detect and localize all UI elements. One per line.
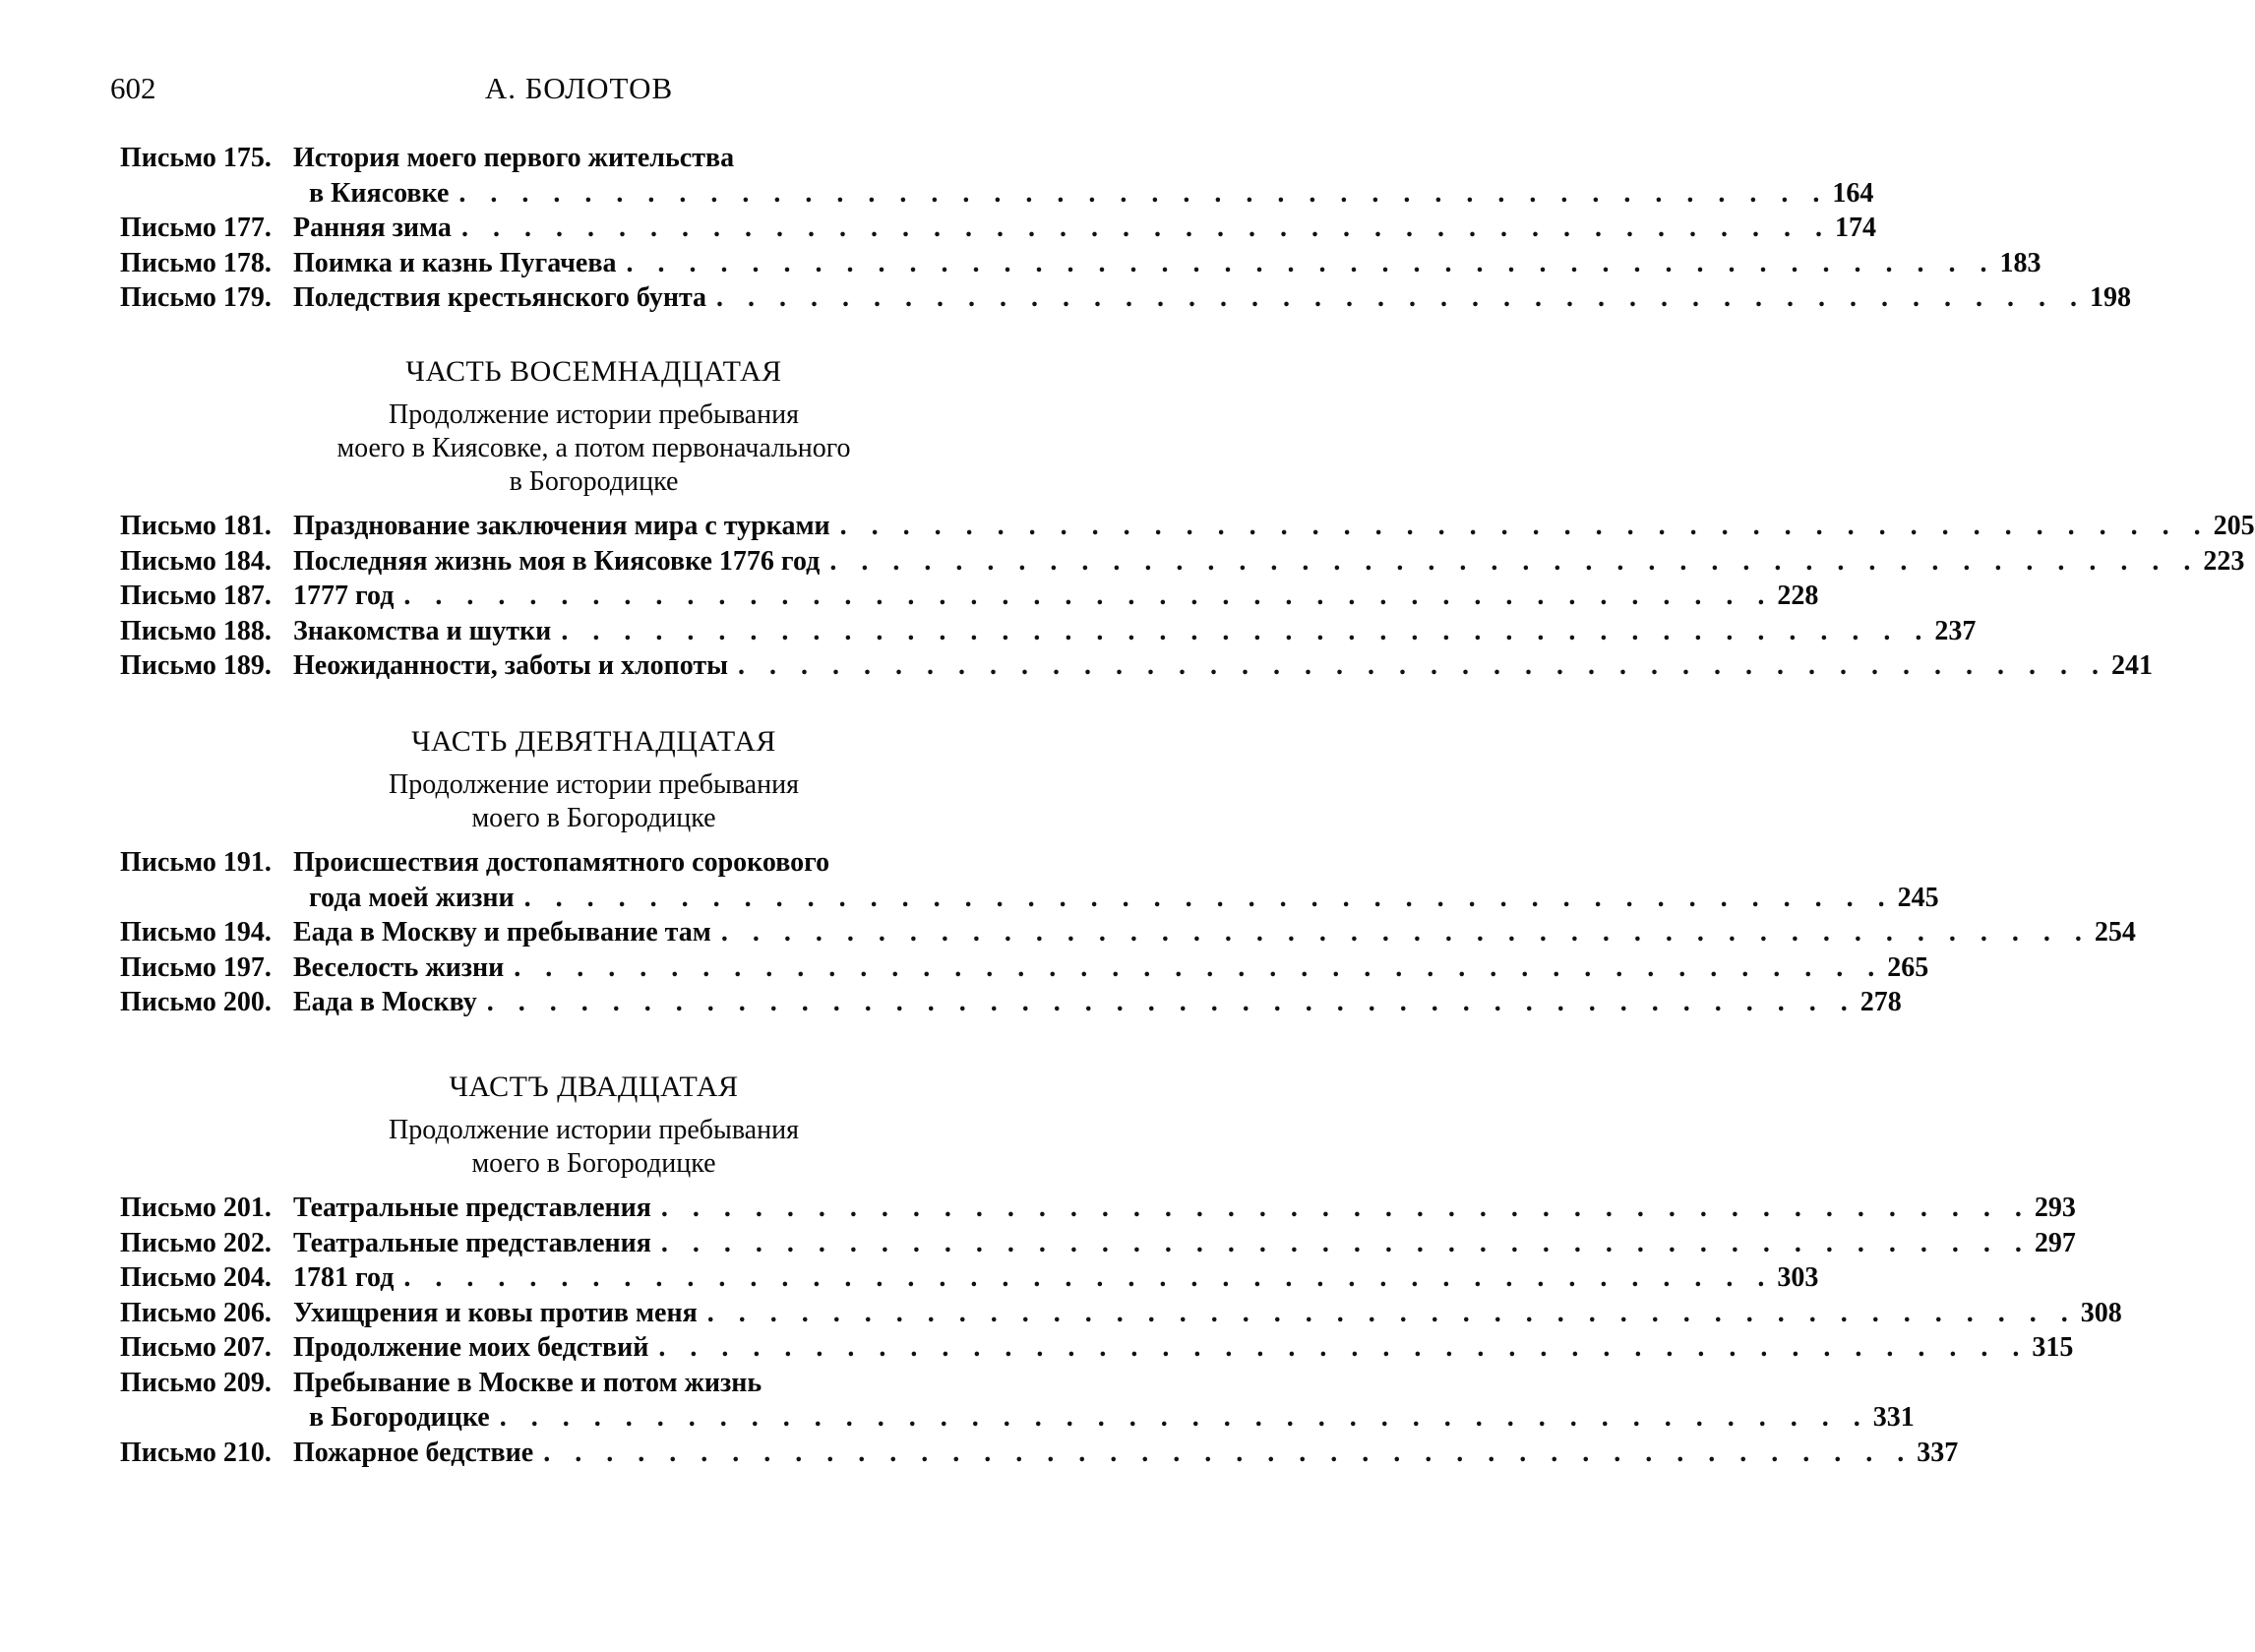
leader-dots: . . . . . . . . . . . . . . . . . . . . . . . . . . . . . . . . . . . . . . . . . . . . [561,615,1931,646]
page-header [110,71,1048,110]
toc-entry [120,1436,1959,1471]
toc-entry-line [120,1226,2076,1261]
letter-label: Письмо 184. [120,545,272,577]
letter-label: Письмо 178. [120,247,272,278]
letter-label: Письмо 191. [120,847,272,878]
page-ref: 254 [2094,917,2136,948]
entry-title: года моей жизни [309,882,515,913]
leader-dots: . . . . . . . . . . . . . . . . . . . . . . . . . . . . . . . . . . . . . . . . . . . . [543,1437,1914,1468]
page-ref: 245 [1897,882,1939,913]
letter-label: Письмо 202. [120,1227,272,1258]
entry-title: 1781 год [293,1262,395,1293]
letter-label: Письмо 187. [120,581,272,611]
page-ref: 174 [1834,213,1876,243]
toc-entry-line [120,176,1874,212]
toc-entry [120,1226,2076,1261]
toc-entry [120,544,2245,580]
page-ref: 237 [1934,615,1977,646]
subtitle-line: моего в Киясовке, а потом первоначального [336,433,851,463]
letter-label: Письмо 200. [120,987,272,1017]
page-ref: 278 [1859,987,1902,1017]
entry-title: Поимка и казнь Пугачева [293,247,617,278]
leader-dots: . . . . . . . . . . . . . . . . . . . . . . . . . . . . . . . . . . . . . . . . . . . . [514,951,1884,983]
letter-label: Письмо 189. [120,650,272,681]
page-ref: 315 [2032,1332,2074,1363]
page-ref: 303 [1777,1262,1819,1293]
toc-entry-line [120,579,1819,614]
letter-label: Письмо 206. [120,1297,272,1328]
entry-title: Пожарное бедствие [293,1437,534,1468]
entry-title: Поледствия крестьянского бунта [293,282,707,313]
entry-title: Последняя жизнь моя в Киясовке 1776 год [293,545,821,577]
page-ref: 164 [1832,177,1874,209]
entry-title: в Богородицке [309,1402,490,1433]
part-subtitle [120,768,1048,835]
part-title: ЧАСТЬ ВОСЕМНАДЦАТАЯ [405,355,782,388]
leader-dots: . . . . . . . . . . . . . . . . . . . . . . . . . . . . . . . . . . . . . . . . . . . . [403,581,1774,611]
toc-entry-line [120,246,2042,281]
letter-label: Письмо 179. [120,282,272,313]
letter-label: Письмо 201. [120,1193,272,1223]
page-ref: 265 [1887,951,1929,983]
letter-label: Письмо 188. [120,615,272,646]
toc-entry-line [120,141,1048,176]
page-number: 602 [110,71,156,105]
entry-title: Неожиданности, заботы и хлопоты [293,650,729,681]
toc-entry [120,985,1902,1020]
intro-entries [120,141,2132,316]
leader-dots: . . . . . . . . . . . . . . . . . . . . . . . . . . . . . . . . . . . . . . . . . . . . [499,1402,1869,1433]
leader-dots: . . . . . . . . . . . . . . . . . . . . . . . . . . . . . . . . . . . . . . . . . . . . [460,213,1831,243]
toc-entry-line [120,648,2154,684]
toc-entry [120,1296,2122,1331]
page-ref: 337 [1917,1437,1959,1468]
toc-entry [120,280,2132,316]
toc-entry [120,1260,1819,1296]
subtitle-line: Продолжение истории пребывания [389,399,799,430]
leader-dots: . . . . . . . . . . . . . . . . . . . . . . . . . . . . . . . . . . . . . . . . . . . . [523,882,1894,913]
toc-entry [120,211,1876,246]
letter-label: Письмо 209. [120,1367,272,1398]
toc-entry-line [120,881,1939,916]
leader-dots: . . . . . . . . . . . . . . . . . . . . . . . . . . . . . . . . . . . . . . . . . . . . [626,247,1996,278]
subtitle-line: моего в Богородицке [471,803,716,833]
letter-label: Письмо 175. [120,143,272,173]
part-title: ЧАСТЪ ДВАДЦАТАЯ [449,1071,739,1103]
toc-entry [120,246,2042,281]
page-ref: 205 [2213,511,2255,541]
leader-dots: . . . . . . . . . . . . . . . . . . . . . . . . . . . . . . . . . . . . . . . . . . . . [738,650,2108,681]
page-ref: 241 [2111,650,2154,681]
toc-entry [120,141,1874,211]
entry-title: Еада в Москву и пребывание там [293,917,711,948]
entry-title: в Киясовке [309,177,450,209]
subtitle-line: Продолжение истории пребывания [389,1115,799,1145]
part-20 [120,1069,2122,1470]
entry-title: Происшествия достопамятного сорокового [293,847,830,878]
letter-label: Письмо 177. [120,213,272,243]
entry-title: Ранняя зима [293,213,452,243]
toc-entry-line [120,1260,1819,1296]
toc-entry-line [120,950,1929,986]
letter-label: Письмо 210. [120,1437,272,1468]
leader-dots: . . . . . . . . . . . . . . . . . . . . . . . . . . . . . . . . . . . . . . . . . . . . [660,1227,2031,1258]
letter-label: Письмо 197. [120,951,272,983]
page-ref: 308 [2080,1297,2122,1328]
toc-entry-line [120,1400,1915,1436]
toc-entry-line [120,614,1977,649]
toc-entry-line [120,211,1876,246]
leader-dots: . . . . . . . . . . . . . . . . . . . . . . . . . . . . . . . . . . . . . . . . . . . . [716,282,2087,313]
page-ref: 228 [1777,581,1819,611]
page-ref: 183 [1999,247,2042,278]
toc-entry-line [120,1436,1959,1471]
toc-entry [120,509,2255,544]
toc-entry [120,579,1819,614]
leader-dots: . . . . . . . . . . . . . . . . . . . . . . . . . . . . . . . . . . . . . . . . . . . . [658,1332,2029,1363]
leader-dots: . . . . . . . . . . . . . . . . . . . . . . . . . . . . . . . . . . . . . . . . . . . . [720,917,2091,948]
letter-label: Письмо 194. [120,917,272,948]
leader-dots: . . . . . . . . . . . . . . . . . . . . . . . . . . . . . . . . . . . . . . . . . . . . [660,1193,2031,1223]
entry-title: Пребывание в Москве и потом жизнь [293,1367,762,1398]
toc-entry-line [120,1330,2074,1366]
leader-dots: . . . . . . . . . . . . . . . . . . . . . . . . . . . . . . . . . . . . . . . . . . . . [829,545,2200,577]
toc-entry [120,1366,1915,1436]
running-title: А. БОЛОТОВ [484,71,674,105]
entry-title: Празднование заключения мира с турками [293,511,830,541]
part-19 [120,723,2136,1020]
page-ref: 198 [2090,282,2132,313]
toc-entry-line [120,280,2132,316]
part-subtitle [120,398,1048,499]
part-title: ЧАСТЬ ДЕВЯТНАДЦАТАЯ [411,725,776,758]
toc-entry-line [120,845,1048,881]
toc-entry [120,915,2136,950]
letter-label: Письмо 181. [120,511,272,541]
toc-entry-line [120,1191,2076,1226]
leader-dots: . . . . . . . . . . . . . . . . . . . . . . . . . . . . . . . . . . . . . . . . . . . . [403,1262,1774,1293]
toc-entry-line [120,544,2245,580]
toc-entry [120,845,1939,915]
entry-title: Продолжение моих бедствий [293,1332,649,1363]
part-subtitle [120,1114,1048,1181]
entry-title: Театральные представления [293,1193,651,1223]
page-ref: 331 [1872,1402,1915,1433]
entry-title: Веселость жизни [293,951,505,983]
letter-label: Письмо 204. [120,1262,272,1293]
toc-entry-line [120,915,2136,950]
letter-label: Письмо 207. [120,1332,272,1363]
entry-title: Ухищрения и ковы против меня [293,1297,698,1328]
toc-entry [120,614,1977,649]
page-ref: 297 [2034,1227,2076,1258]
part-18 [120,353,2255,684]
toc-entry-line [120,1366,1048,1401]
leader-dots: . . . . . . . . . . . . . . . . . . . . . . . . . . . . . . . . . . . . . . . . . . . . [458,177,1829,209]
entry-title: 1777 год [293,581,395,611]
entry-title: История моего первого жительства [293,143,735,173]
entry-title: Еада в Москву [293,987,477,1017]
entry-title: Театральные представления [293,1227,651,1258]
leader-dots: . . . . . . . . . . . . . . . . . . . . . . . . . . . . . . . . . . . . . . . . . . . . [486,987,1857,1017]
toc-entry [120,1191,2076,1226]
subtitle-line: в Богородицке [509,466,679,497]
entry-title: Знакомства и шутки [293,615,552,646]
leader-dots: . . . . . . . . . . . . . . . . . . . . . . . . . . . . . . . . . . . . . . . . . . . . [706,1297,2077,1328]
toc-entry-line [120,985,1902,1020]
toc-entry-line [120,1296,2122,1331]
toc-entry [120,648,2154,684]
toc-entry-line [120,509,2255,544]
subtitle-line: моего в Богородицке [471,1148,716,1179]
toc-entry [120,950,1929,986]
leader-dots: . . . . . . . . . . . . . . . . . . . . . . . . . . . . . . . . . . . . . . . . . . . . [839,511,2210,541]
page-ref: 293 [2034,1193,2076,1223]
subtitle-line: Продолжение истории пребывания [389,769,799,800]
toc-entry [120,1330,2074,1366]
page-ref: 223 [2203,545,2245,577]
